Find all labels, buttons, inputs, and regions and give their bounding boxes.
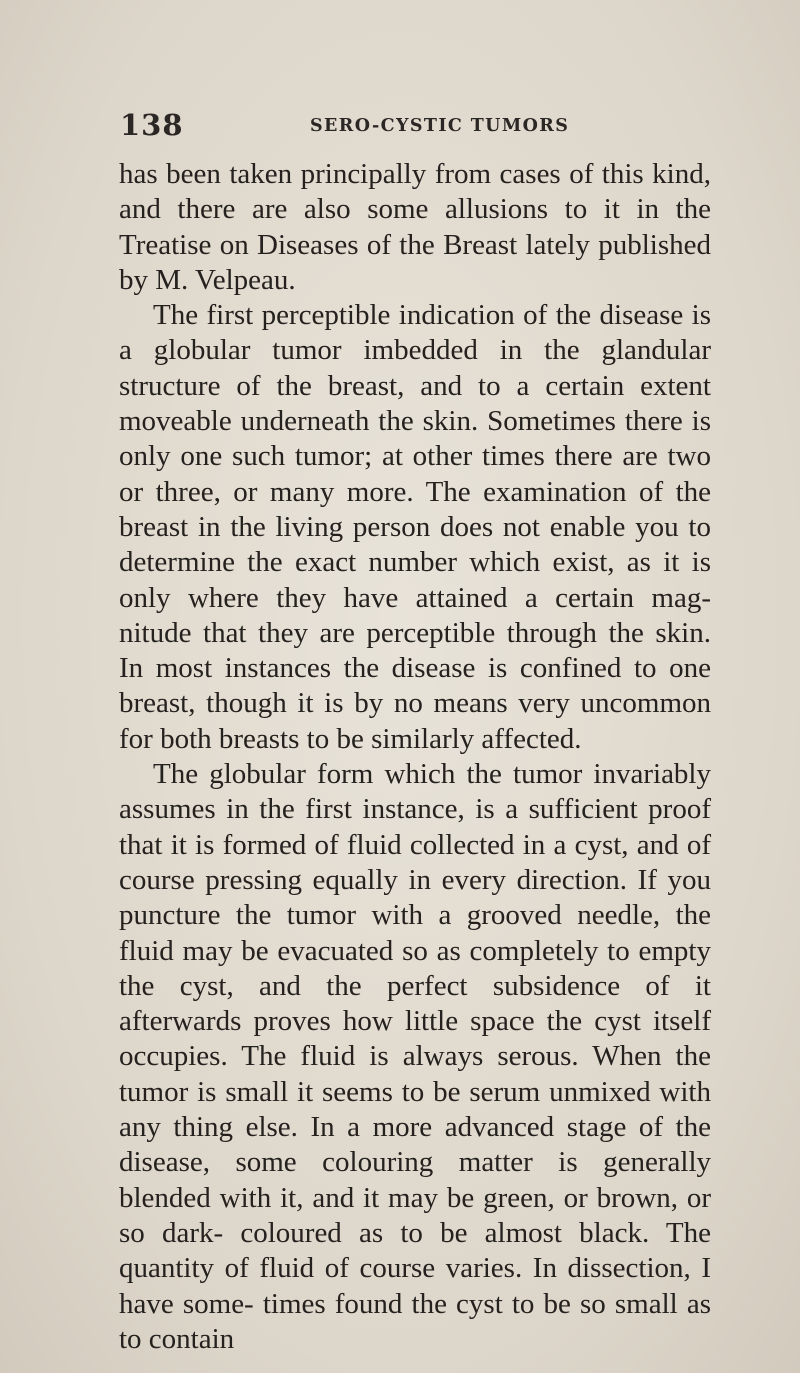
running-title: SERO-CYSTIC TUMORS (310, 116, 570, 136)
paragraph-2: The first perceptible indication of the disease is a globular tumor imbedded in the glandular structure of the breast, and to a certain extent moveable underneath the skin. Sometimes there is only one such tumor; at other times there are two or three, or many more. The examination of the breast in the living person does not enable you to determine the exact number which exist, as it is only where they have attained a certain mag- nitude that they are perceptible through the skin. In most instances the disease is confined to one breast, though it is by no means very uncommon for both breasts to be similarly affected. (119, 299, 711, 755)
body-text (119, 157, 711, 1357)
paragraph-3: The globular form which the tumor invariably assumes in the first instance, is a sufficient proof that it is formed of fluid collected in a cyst, and of course pressing equally in every direction. If you puncture the tumor with a grooved needle, the fluid may be evacuated so as completely to empty the cyst, and the perfect subsidence of it afterwards proves how little space the cyst itself occupies. The fluid is always serous. When the tumor is small it seems to be serum unmixed with any thing else. In a more advanced stage of the disease, some colouring matter is generally blended with it, and it may be green, or brown, or so dark- coloured as to be almost black. The quantity of fluid of course varies. In dissection, I have some- times found the cyst to be so small as to contain (119, 758, 711, 1355)
paragraph-1: has been taken principally from cases of this kind, and there are also some allusions to it in the Treatise on Diseases of the Breast lately published by M. Velpeau. (119, 158, 711, 296)
running-head (120, 108, 720, 148)
page-number: 138 (120, 108, 184, 142)
